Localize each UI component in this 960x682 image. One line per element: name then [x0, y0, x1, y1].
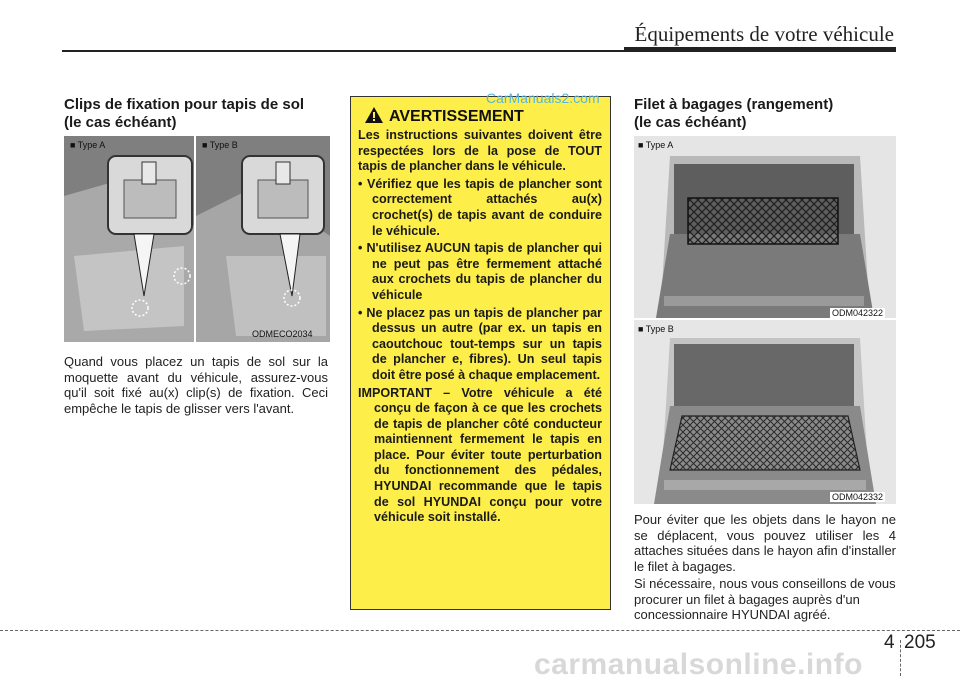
cargo-net-body-2: Si nécessaire, nous vous conseillons de vous procurer un filet à bagages auprès d'un concessionnaire HYUNDAI agréé.: [634, 576, 896, 623]
cargo-net-illustration-b: [634, 320, 896, 504]
cargo-net-heading: [634, 96, 898, 132]
warning-bullet-1: • Vérifiez que les tapis de plancher sont correctement attachés au(x) crochet(s) de tapis avant de conduire le véhicule.: [358, 176, 602, 238]
cargo-type-a-label: ■ Type A: [638, 140, 674, 150]
warning-triangle-icon: [364, 106, 384, 124]
floor-mat-body-text: Quand vous placez un tapis de sol sur la moquette avant du véhicule, assurez-vous qu'il soit fixé au(x) clip(s) de fixation. Ceci empêche le tapis de glisser vers l'avant.: [64, 354, 328, 417]
warning-bullet-2: • N'utilisez AUCUN tapis de plancher qui ne peut pas être fermement attaché aux crochets du tapis de plancher du véhicule: [358, 241, 602, 302]
cargo-net-photo-type-a: [634, 136, 896, 318]
cargo-image-code-a: ODM042322: [832, 308, 884, 318]
floor-mat-heading-line2: (le cas échéant): [64, 114, 177, 131]
cargo-net-heading-line1: Filet à bagages (rangement): [634, 96, 834, 113]
warning-bullet-3: • Ne placez pas un tapis de plancher par dessus un autre (par ex. un tapis en caoutchouc tout-temps sur un tapis de plancher e, fibres). Un seul tapis doit être posé à chaque emplacement.: [358, 305, 602, 382]
warning-intro: Les instructions suivantes doivent être respectées lors de la pose de TOUT tapis de plancher dans le véhicule.: [358, 128, 602, 174]
page-number: 205: [904, 632, 936, 653]
floor-mat-image-code: ODMECO2034: [252, 329, 313, 339]
floor-mat-photo-type-b: [196, 136, 330, 342]
carmanualsonline-watermark: carmanualsonline.info: [534, 648, 863, 681]
type-b-label: ■ Type B: [202, 140, 238, 150]
footer-divider: [900, 640, 901, 676]
warning-title: AVERTISSEMENT: [389, 108, 524, 125]
floor-mat-clips-heading: [64, 96, 334, 132]
cargo-image-code-b: ODM042332: [832, 492, 884, 502]
footer-dashed-rule: [0, 630, 960, 631]
warning-content: [358, 128, 602, 526]
header-tab-bar: [624, 47, 896, 52]
cargo-net-heading-line2: (le cas échéant): [634, 114, 747, 131]
cargo-net-photo-type-b: [634, 320, 896, 504]
floor-mat-heading-line1: Clips de fixation pour tapis de sol: [64, 96, 305, 113]
cargo-type-b-label: ■ Type B: [638, 324, 674, 334]
carmanuals2-watermark: CarManuals2.com: [486, 90, 600, 106]
cargo-net-body-1: Pour éviter que les objets dans le hayon ne se déplacent, vous pouvez utiliser les 4 attaches situées dans le hayon afin d'installer le filet à bagages.: [634, 512, 896, 575]
type-a-label: ■ Type A: [70, 140, 106, 150]
warning-important: IMPORTANT – Votre véhicule a été conçu de façon à ce que les crochets de tapis de plancher côté conducteur maintiennent fermement le tapis en place. Pour éviter toute perturbation du fonctionnement des pédales, HYUNDAI recommande que le tapis de sol HYUNDAI conçu pour votre véhicule soit installé.: [358, 385, 602, 525]
cargo-net-illustration-a: [634, 136, 896, 318]
floor-mat-clip-illustration-b: [196, 136, 330, 342]
chapter-number: 4: [884, 632, 895, 653]
floor-mat-clip-illustration-a: [64, 136, 194, 342]
floor-mat-photo-type-a: [64, 136, 194, 342]
page-header-title: Équipements de votre véhicule: [634, 22, 894, 46]
